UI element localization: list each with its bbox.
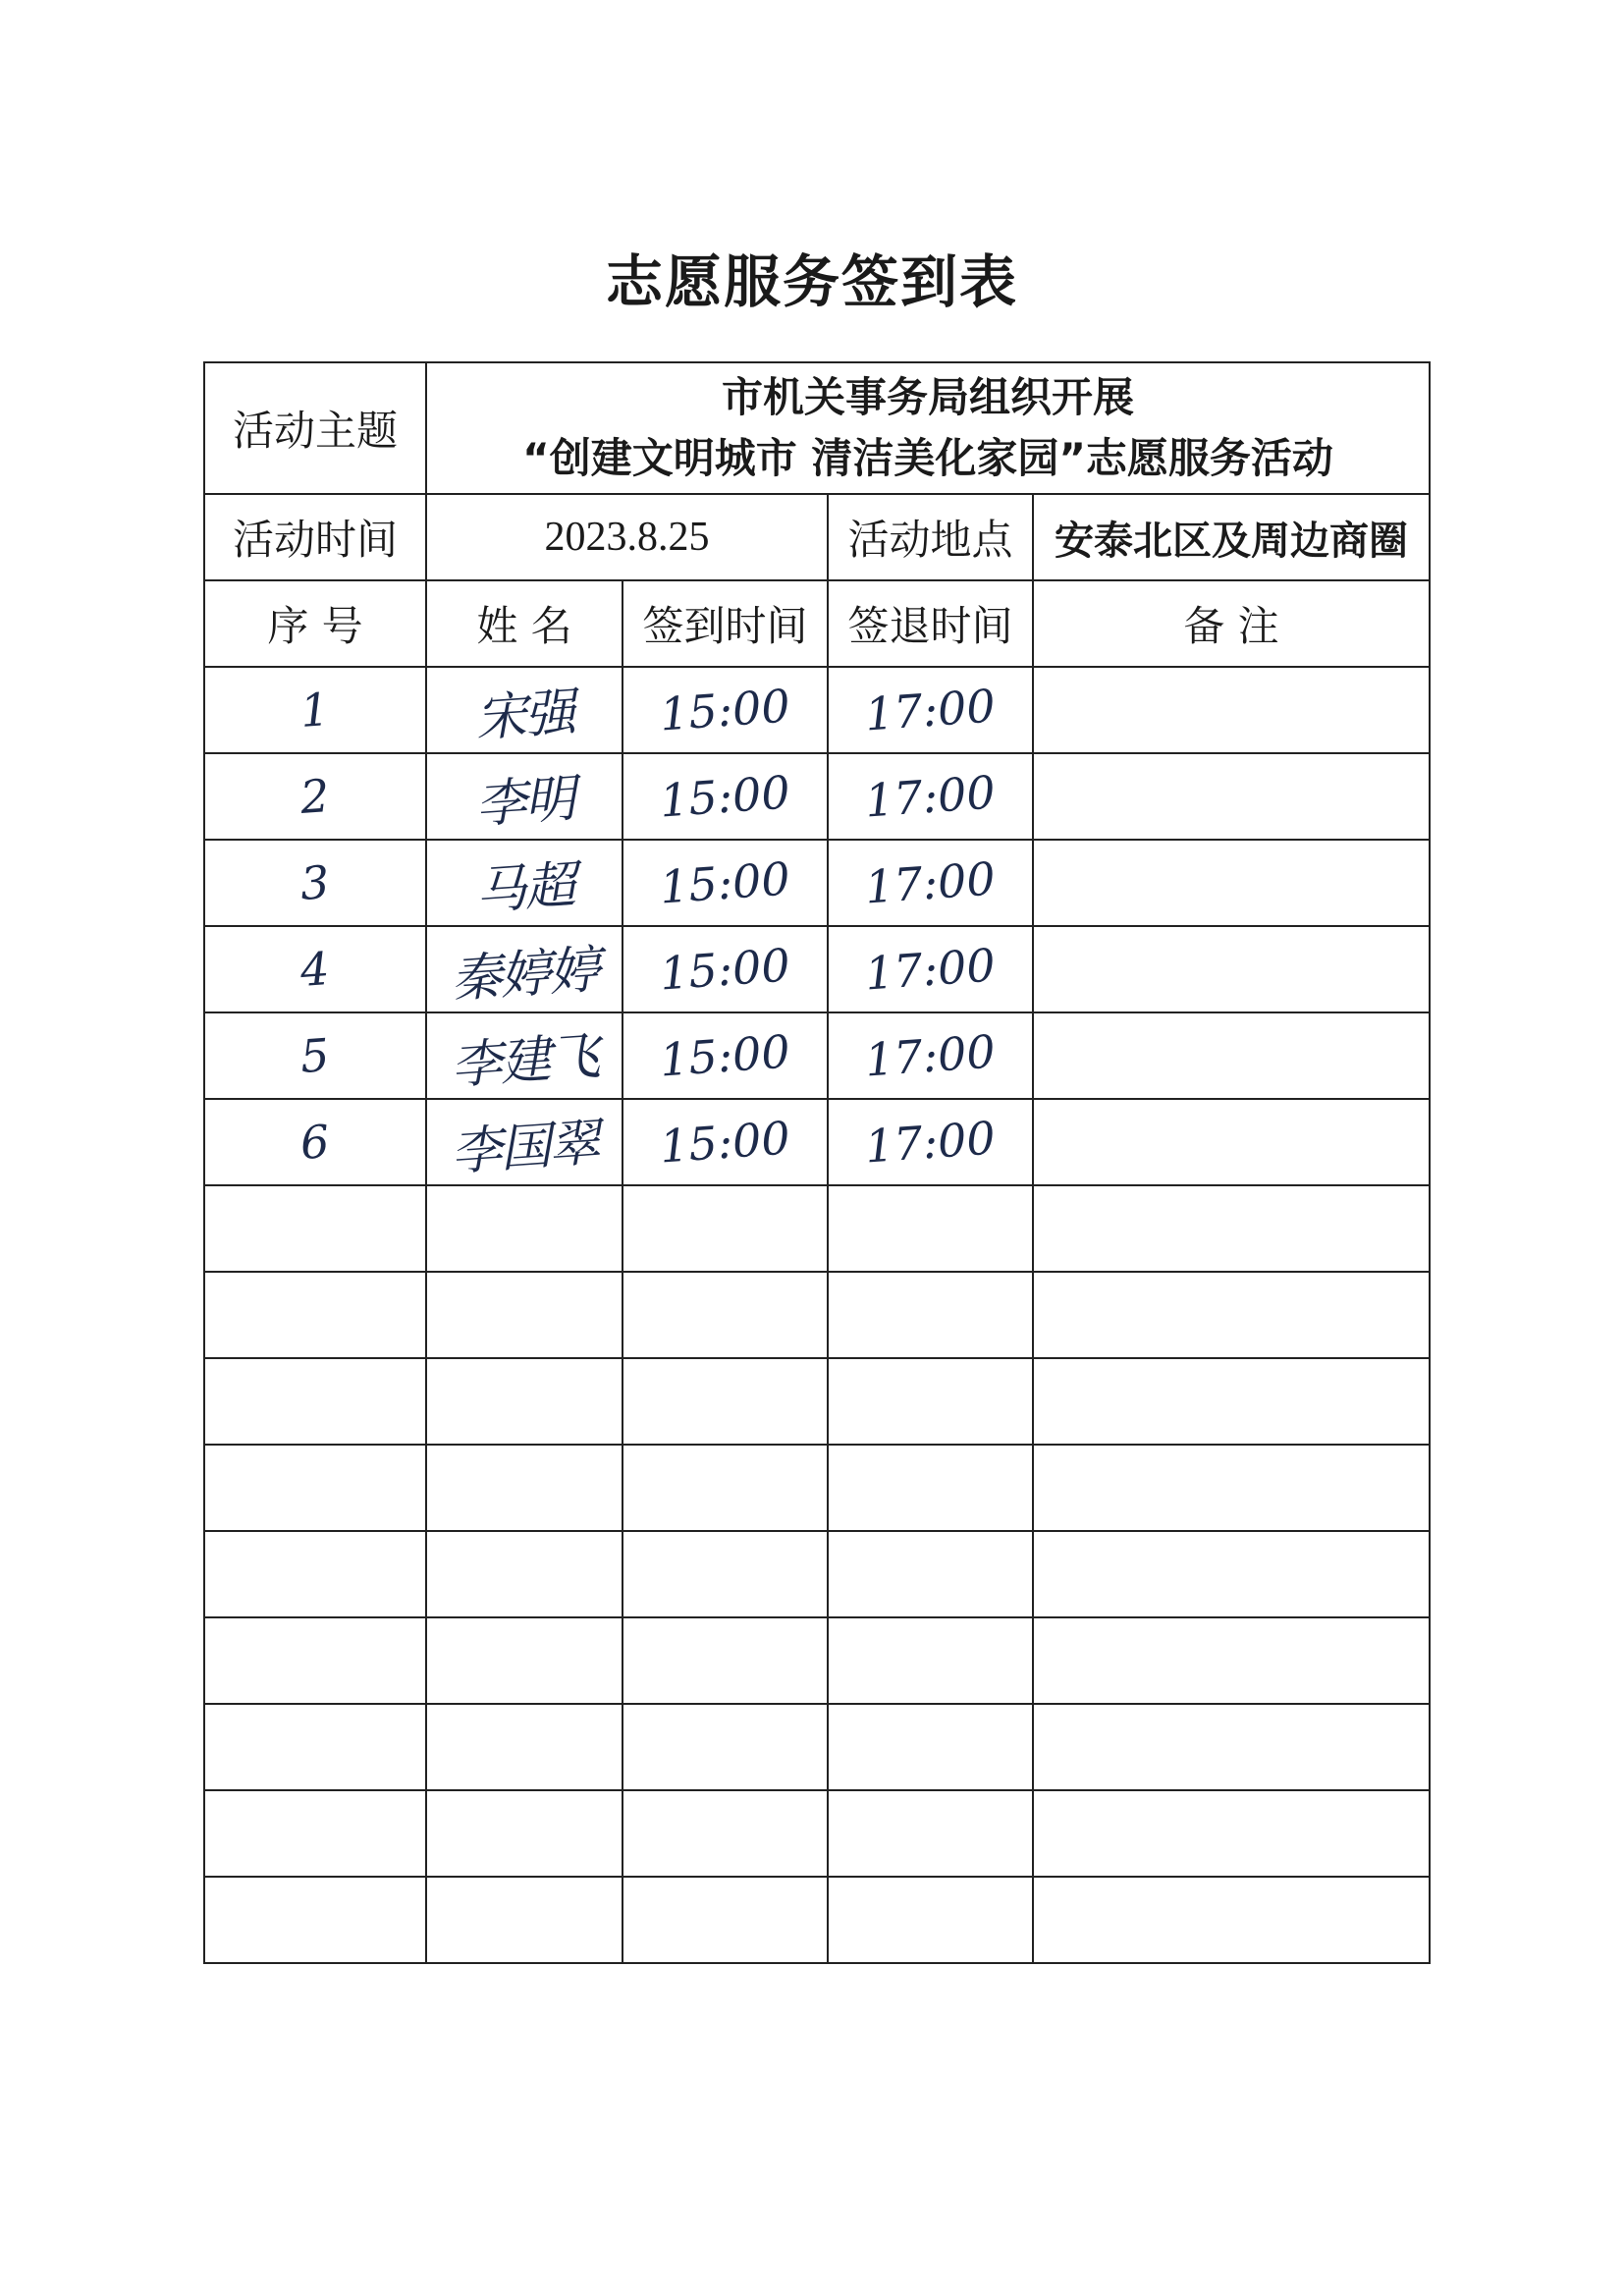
empty-row xyxy=(204,1358,1430,1445)
note-cell xyxy=(1033,926,1430,1012)
empty-cell xyxy=(623,1531,828,1617)
sign-in-time: 15:00 xyxy=(658,1111,792,1174)
sign-in-time: 15:00 xyxy=(658,1024,792,1087)
sign-out-time-cell xyxy=(828,753,1033,840)
empty-row xyxy=(204,1185,1430,1272)
empty-cell xyxy=(623,1790,828,1877)
sign-in-time-cell xyxy=(623,667,828,753)
empty-row xyxy=(204,1531,1430,1617)
empty-cell xyxy=(204,1704,426,1790)
empty-cell xyxy=(623,1704,828,1790)
empty-cell xyxy=(426,1185,623,1272)
empty-row xyxy=(204,1445,1430,1531)
note-cell xyxy=(1033,840,1430,926)
empty-cell xyxy=(204,1272,426,1358)
signer-name-cell xyxy=(426,1012,623,1099)
empty-cell xyxy=(623,1272,828,1358)
row-number: 6 xyxy=(298,1115,332,1170)
empty-cell xyxy=(204,1445,426,1531)
sign-in-time: 15:00 xyxy=(658,851,792,914)
empty-cell xyxy=(426,1704,623,1790)
empty-cell xyxy=(623,1185,828,1272)
col-header-name: 姓 名 xyxy=(426,580,623,667)
row-number-cell xyxy=(204,1099,426,1185)
sign-in-time: 15:00 xyxy=(658,938,792,1001)
row-number: 3 xyxy=(298,855,332,910)
sign-in-table xyxy=(203,361,1431,1964)
empty-cell xyxy=(828,1445,1033,1531)
sign-out-time: 17:00 xyxy=(863,679,998,741)
empty-cell xyxy=(1033,1704,1430,1790)
empty-cell xyxy=(426,1531,623,1617)
table-row xyxy=(204,753,1430,840)
empty-cell xyxy=(426,1877,623,1963)
signer-name-cell xyxy=(426,1099,623,1185)
row-number-cell xyxy=(204,753,426,840)
sign-in-time-cell xyxy=(623,926,828,1012)
empty-cell xyxy=(623,1445,828,1531)
empty-cell xyxy=(426,1445,623,1531)
time-value: 2023.8.25 xyxy=(426,494,828,580)
col-header-sign-out: 签退时间 xyxy=(828,580,1033,667)
empty-cell xyxy=(204,1617,426,1704)
empty-cell xyxy=(1033,1790,1430,1877)
sign-in-time: 15:00 xyxy=(658,765,792,828)
signer-name: 秦婷婷 xyxy=(449,940,601,1010)
empty-cell xyxy=(1033,1617,1430,1704)
empty-cell xyxy=(828,1877,1033,1963)
sign-out-time: 17:00 xyxy=(863,765,998,828)
theme-value xyxy=(426,362,1430,494)
sign-out-time-cell xyxy=(828,1099,1033,1185)
empty-cell xyxy=(828,1617,1033,1704)
sign-out-time-cell xyxy=(828,926,1033,1012)
empty-cell xyxy=(426,1272,623,1358)
time-place-row xyxy=(204,494,1430,580)
signer-name-cell xyxy=(426,926,623,1012)
sign-out-time: 17:00 xyxy=(863,851,998,914)
empty-cell xyxy=(828,1272,1033,1358)
sign-out-time-cell xyxy=(828,667,1033,753)
empty-row xyxy=(204,1704,1430,1790)
empty-row xyxy=(204,1272,1430,1358)
row-number-cell xyxy=(204,667,426,753)
sign-in-time-cell xyxy=(623,753,828,840)
row-number: 4 xyxy=(298,942,332,997)
empty-cell xyxy=(828,1358,1033,1445)
empty-cell xyxy=(828,1531,1033,1617)
theme-row xyxy=(204,362,1430,494)
theme-line-2: “创建文明城市 清洁美化家园”志愿服务活动 xyxy=(522,434,1333,482)
empty-row xyxy=(204,1790,1430,1877)
empty-cell xyxy=(1033,1185,1430,1272)
sign-out-time-cell xyxy=(828,840,1033,926)
empty-row xyxy=(204,1617,1430,1704)
empty-cell xyxy=(204,1877,426,1963)
row-number: 1 xyxy=(298,683,332,738)
sign-in-time: 15:00 xyxy=(658,679,792,741)
signer-name-cell xyxy=(426,667,623,753)
sign-out-time: 17:00 xyxy=(863,938,998,1001)
row-number-cell xyxy=(204,926,426,1012)
col-header-note: 备 注 xyxy=(1033,580,1430,667)
empty-cell xyxy=(204,1790,426,1877)
empty-cell xyxy=(426,1617,623,1704)
time-label: 活动时间 xyxy=(204,494,426,580)
note-cell xyxy=(1033,1099,1430,1185)
empty-cell xyxy=(828,1790,1033,1877)
place-label: 活动地点 xyxy=(828,494,1033,580)
table-row xyxy=(204,840,1430,926)
row-number: 5 xyxy=(298,1028,332,1083)
note-cell xyxy=(1033,753,1430,840)
sign-in-time-cell xyxy=(623,1099,828,1185)
empty-row xyxy=(204,1877,1430,1963)
signer-name: 李明 xyxy=(473,769,576,835)
signer-name: 李建飞 xyxy=(449,1026,601,1096)
empty-cell xyxy=(1033,1445,1430,1531)
signer-name-cell xyxy=(426,753,623,840)
sign-in-time-cell xyxy=(623,840,828,926)
note-cell xyxy=(1033,1012,1430,1099)
empty-cell xyxy=(828,1704,1033,1790)
sign-out-time: 17:00 xyxy=(863,1111,998,1174)
sign-out-time: 17:00 xyxy=(863,1024,998,1087)
empty-cell xyxy=(426,1358,623,1445)
empty-cell xyxy=(623,1358,828,1445)
table-row xyxy=(204,926,1430,1012)
sign-out-time-cell xyxy=(828,1012,1033,1099)
signer-name-cell xyxy=(426,840,623,926)
empty-cell xyxy=(204,1185,426,1272)
sign-in-time-cell xyxy=(623,1012,828,1099)
place-value: 安泰北区及周边商圈 xyxy=(1033,494,1430,580)
signer-name: 李国翠 xyxy=(449,1113,601,1182)
signer-name: 马超 xyxy=(473,855,576,921)
table-row xyxy=(204,1099,1430,1185)
empty-cell xyxy=(1033,1531,1430,1617)
column-header-row xyxy=(204,580,1430,667)
table-row xyxy=(204,1012,1430,1099)
table-row xyxy=(204,667,1430,753)
empty-cell xyxy=(204,1531,426,1617)
empty-cell xyxy=(426,1790,623,1877)
empty-cell xyxy=(1033,1272,1430,1358)
theme-line-1: 市机关事务局组织开展 xyxy=(722,373,1135,421)
empty-cell xyxy=(1033,1358,1430,1445)
theme-label: 活动主题 xyxy=(204,362,426,494)
row-number: 2 xyxy=(298,769,332,824)
empty-cell xyxy=(1033,1877,1430,1963)
empty-cell xyxy=(204,1358,426,1445)
signer-name: 宋强 xyxy=(473,683,576,748)
row-number-cell xyxy=(204,840,426,926)
empty-cell xyxy=(828,1185,1033,1272)
empty-cell xyxy=(623,1617,828,1704)
row-number-cell xyxy=(204,1012,426,1099)
col-header-sign-in: 签到时间 xyxy=(623,580,828,667)
col-header-no: 序 号 xyxy=(204,580,426,667)
empty-cell xyxy=(623,1877,828,1963)
page-title: 志愿服务签到表 xyxy=(605,248,1018,315)
note-cell xyxy=(1033,667,1430,753)
